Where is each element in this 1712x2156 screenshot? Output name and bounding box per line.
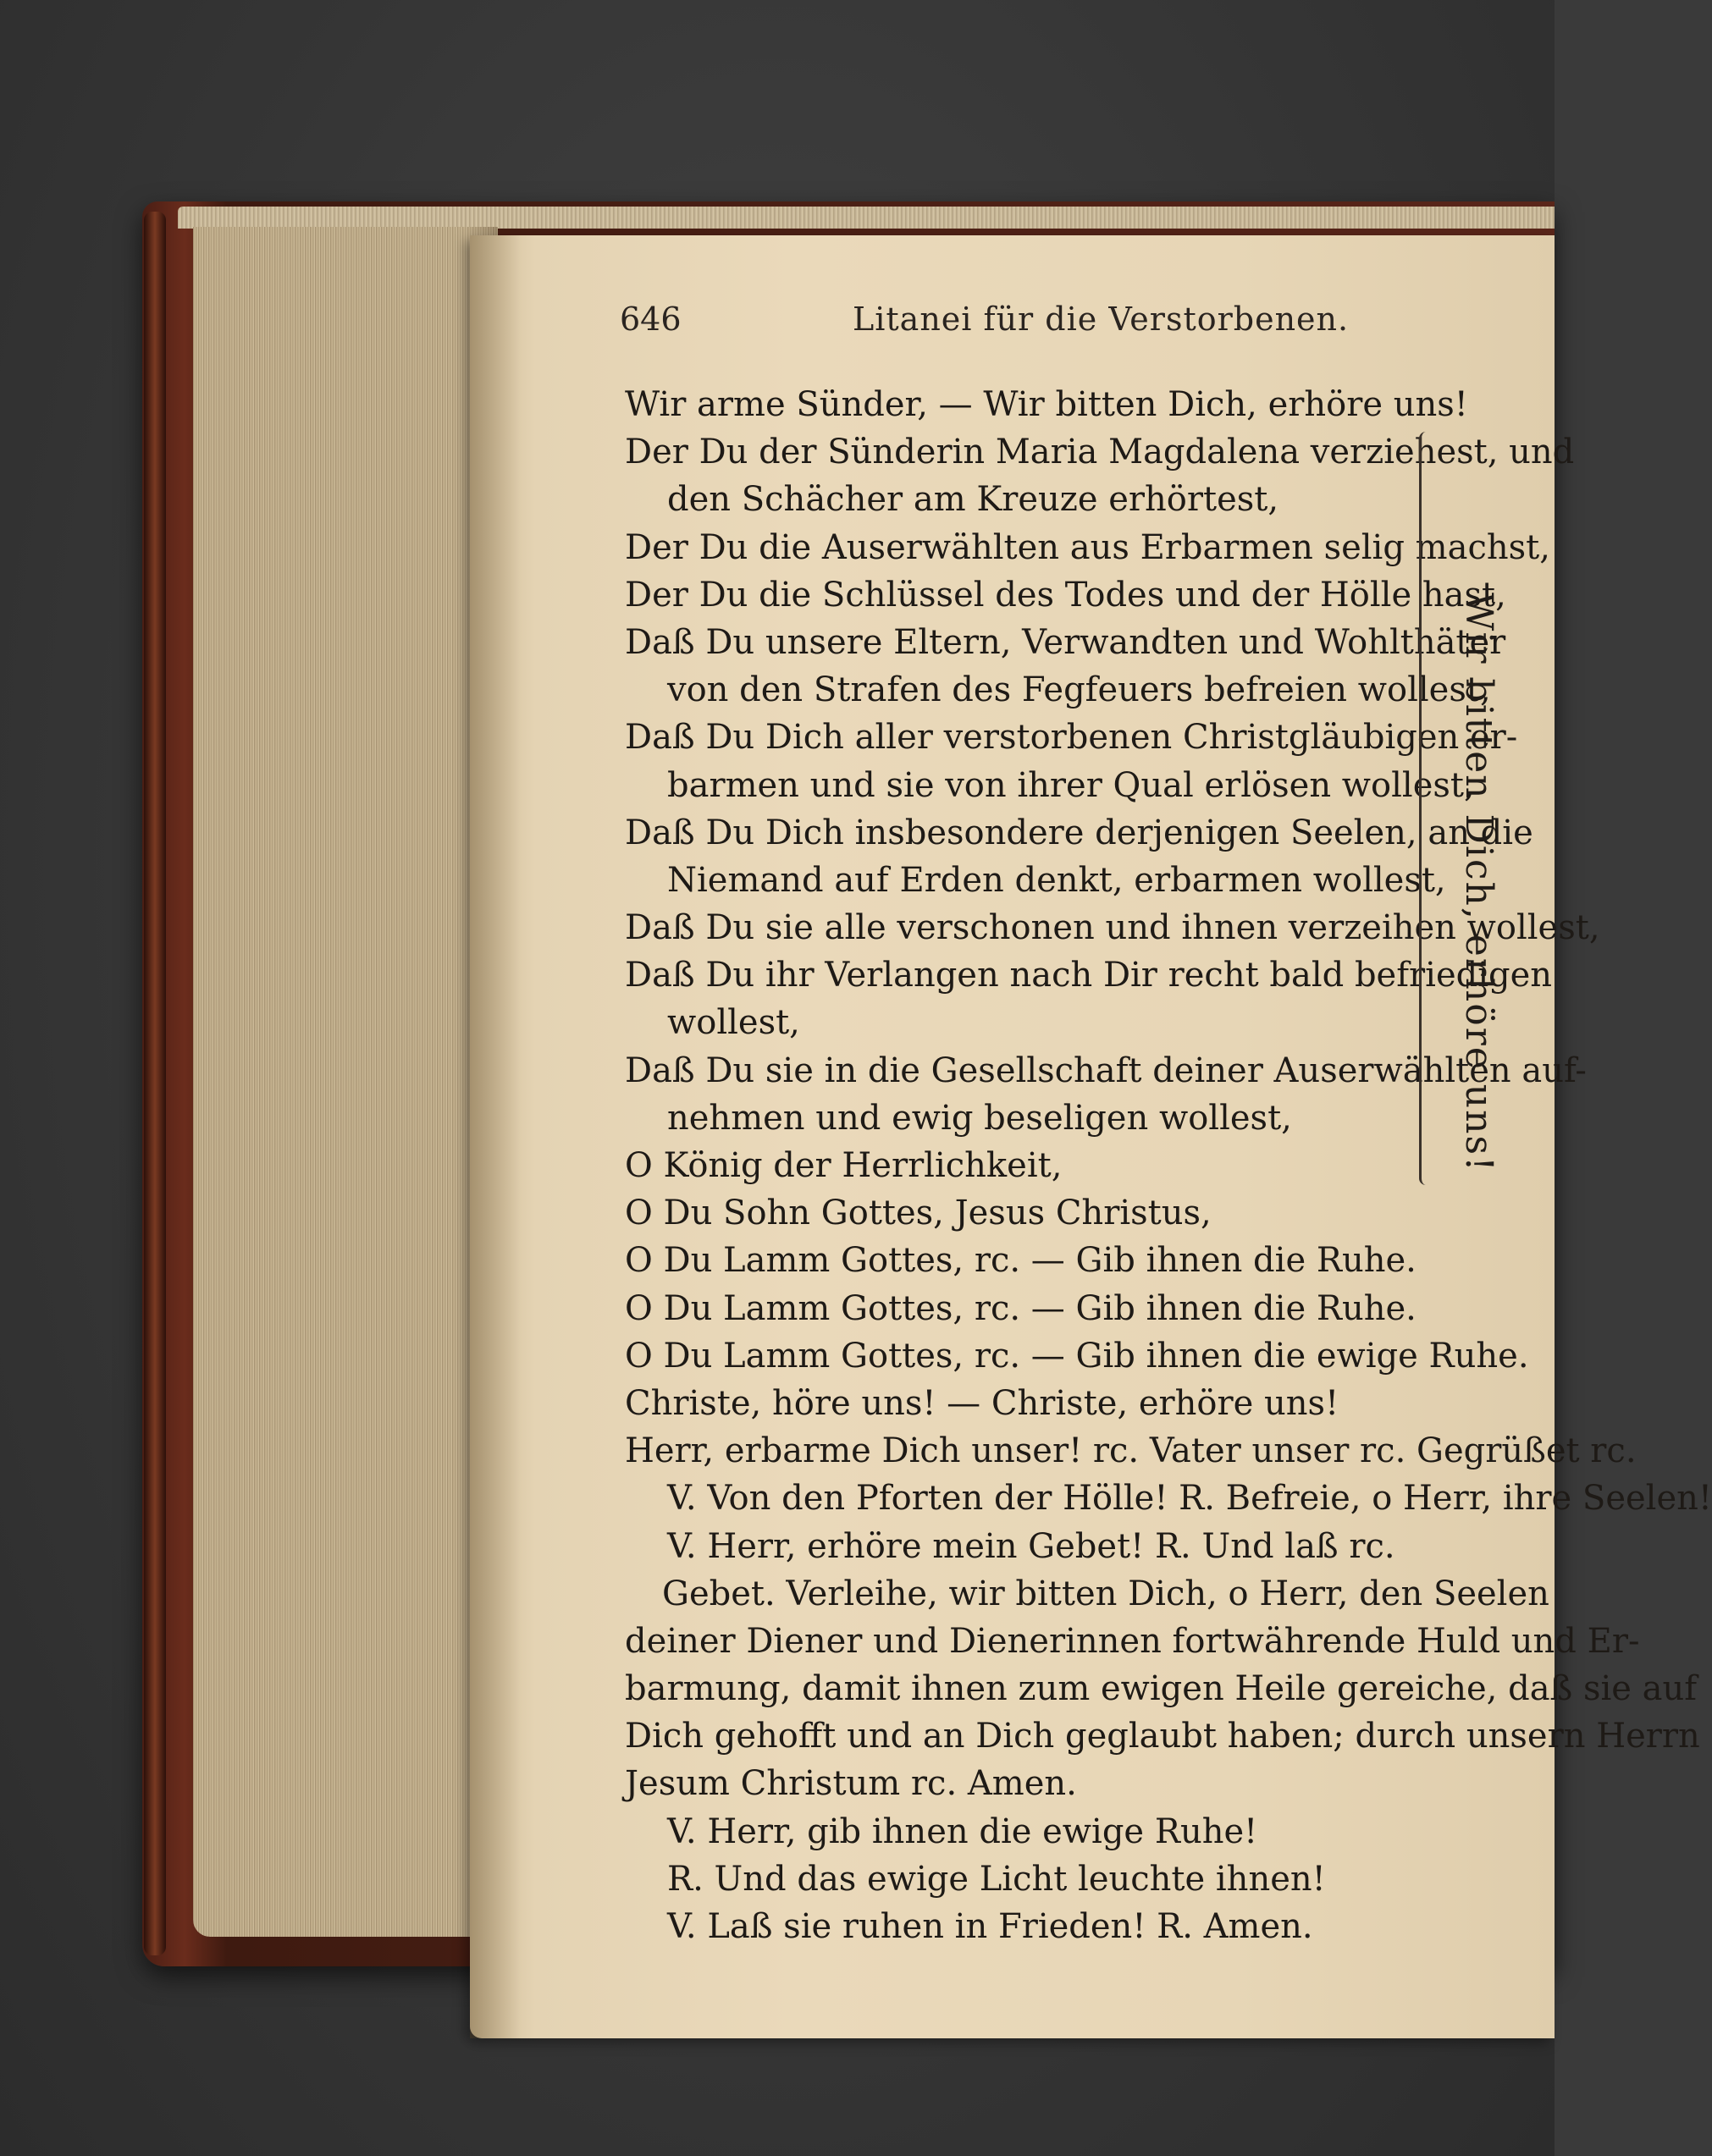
text-line: V. Herr, gib ihnen die ewige Ruhe! [667,1811,1258,1851]
text-line: V. Von den Pforten der Hölle! R. Befreie, o Herr, ihre Seelen! [667,1479,1712,1519]
text-line: Dich gehofft und an Dich geglaubt haben; durch unsern Herrn [625,1717,1700,1756]
text-line: V. Herr, erhöre mein Gebet! R. Und laß rc. [667,1526,1395,1566]
text-line: Der Du die Schlüssel des Todes und der Hölle hast, [625,575,1506,615]
text-line: Daß Du sie alle verschonen und ihnen verzeihen wollest, [625,908,1600,948]
response-brace [1419,432,1433,1185]
text-line: deiner Diener und Dienerinnen fortwährende Huld und Er- [625,1621,1640,1661]
running-title: Litanei für die Verstorbenen. [853,301,1350,338]
text-line: O Du Sohn Gottes, Jesus Christus, [625,1194,1212,1233]
text-line: Daß Du Dich insbesondere derjenigen Seelen, an die [625,813,1533,852]
text-line: barmung, damit ihnen zum ewigen Heile gereiche, daß sie auf [625,1669,1698,1709]
text-line: O Du Lamm Gottes, rc. — Gib ihnen die Ruhe. [625,1288,1417,1328]
page-block-edge [193,227,498,1937]
page-top-edge [178,207,1555,229]
text-line: V. Laß sie ruhen in Frieden! R. Amen. [667,1907,1313,1946]
text-line: O Du Lamm Gottes, rc. — Gib ihnen die Ruhe. [625,1241,1417,1281]
text-line: Wir arme Sünder, — Wir bitten Dich, erhöre uns! [625,385,1468,424]
text-line: Daß Du unsere Eltern, Verwandten und Wohlthäter [625,622,1506,662]
text-line: Herr, erbarme Dich unser! rc. Vater unser rc. Gegrüßet rc. [625,1431,1637,1471]
text-line: wollest, [667,1003,800,1043]
text-line: Niemand auf Erden denkt, erbarmen wollest, [667,860,1446,900]
text-line: Der Du der Sünderin Maria Magdalena verziehest, und [625,433,1575,472]
text-line: Gebet. Verleihe, wir bitten Dich, o Herr, den Seelen [662,1574,1549,1613]
text-line: Daß Du sie in die Gesellschaft deiner Auserwählten auf- [625,1050,1587,1090]
text-line: den Schächer am Kreuze erhörtest, [667,480,1279,520]
text-line: Jesum Christum rc. Amen. [625,1764,1077,1804]
text-line: R. Und das ewige Licht leuchte ihnen! [667,1859,1326,1899]
book-spine [144,212,166,1955]
text-line: nehmen und ewig beseligen wollest, [667,1098,1292,1138]
page-number: 646 [620,301,682,338]
text-line: Daß Du ihr Verlangen nach Dir recht bald befriedigen [625,956,1553,995]
text-line: Der Du die Auserwählten aus Erbarmen selig machst, [625,527,1550,567]
running-head [620,301,1500,351]
text-line: O Du Lamm Gottes, rc. — Gib ihnen die ewige Ruhe. [625,1336,1529,1376]
text-line: Daß Du Dich aller verstorbenen Christgläubigen er- [625,718,1518,758]
litany-text [625,381,1712,1950]
text-line: barmen und sie von ihrer Qual erlösen wollest, [667,765,1475,805]
text-line: Christe, höre uns! — Christe, erhöre uns! [625,1383,1339,1423]
text-line: von den Strafen des Fegfeuers befreien wollest, [667,670,1491,710]
text-line: O König der Herrlichkeit, [625,1146,1063,1185]
vertical-response: Wir bitten Dich, erhöre uns! [1457,593,1500,1173]
